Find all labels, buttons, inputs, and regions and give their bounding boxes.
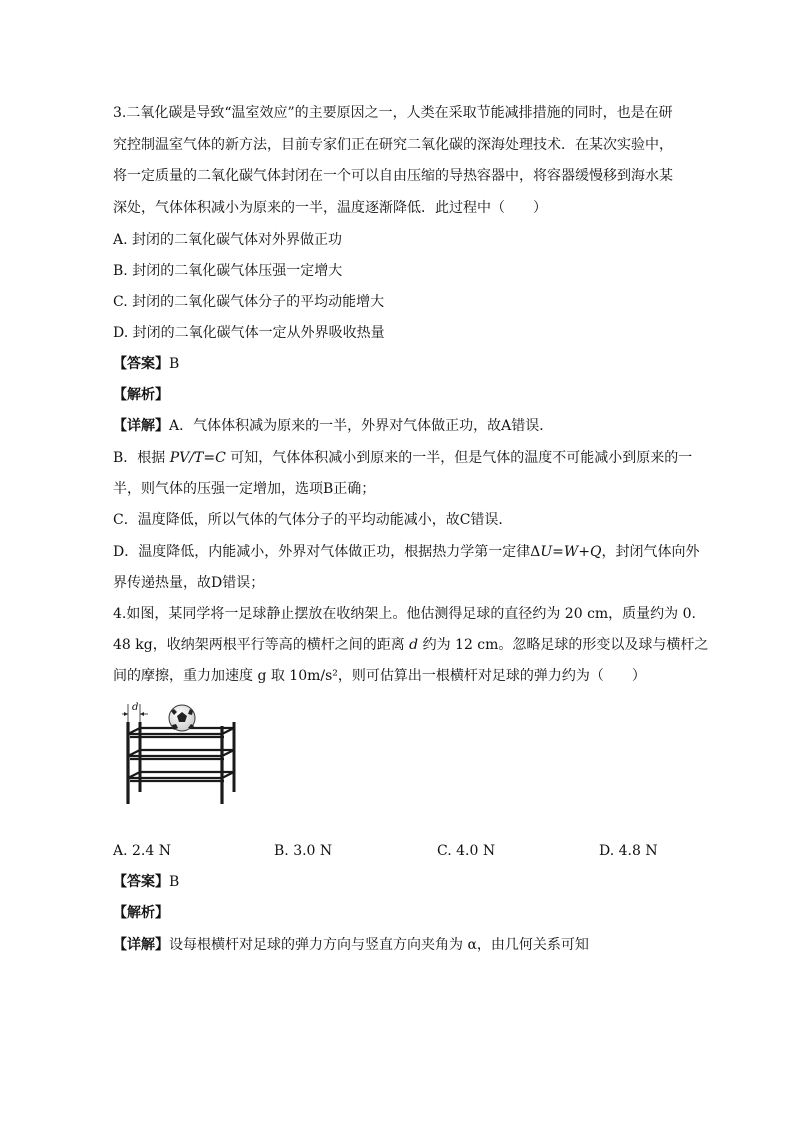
q3-option-c: C. 封闭的二氧化碳气体分子的平均动能增大 [113,294,385,310]
dimension-label: d [132,702,139,713]
q4-option-c: C. 4.0 N [437,843,496,859]
q3-detail-b-formula: PV/T=C [169,450,226,466]
q3-detail-label: 【详解】 [113,418,169,434]
q4-answer-value: B [169,874,180,890]
q4-stem-line-2-pre: 48 kg，收纳架两根平行等高的横杆之间的距离 [113,637,405,653]
q3-answer [113,354,179,374]
q3-option-b: B. 封闭的二氧化碳气体压强一定增大 [113,263,343,279]
q4-stem-line-3: 间的摩擦，重力加速度 g 取 10m/s²，则可估算出一根横杆对足球的弹力约为（ ） [113,668,646,684]
q3-detail-b-line-2: 半，则气体的压强一定增加，选项B正确； [113,481,376,497]
q3-stem-line-2: 究控制温室气体的新方法，目前专家们正在研究二氧化碳的深海处理技术．在某次实验中， [113,137,673,153]
q3-detail-d-formula: U=W+Q [540,544,602,560]
q4-option-b: B. 3.0 N [274,843,333,859]
q4-stem-line-2 [113,635,708,655]
q3-detail-d-pre: D．温度降低，内能减小，外界对气体做正功，根据热力学第一定律Δ [113,544,541,560]
q3-detail-d-post: ，封闭气体向外 [601,544,700,560]
rack-figure [116,700,246,810]
q4-option-a: A. 2.4 N [113,843,171,859]
q3-answer-value: B [169,356,180,372]
q3-detail-d-line-1 [113,542,699,562]
q3-detail-c: C．温度降低，所以气体的气体分子的平均动能减小，故C错误． [113,512,513,528]
q3-detail-d-line-2: 界传递热量，故D错误； [113,575,265,591]
q4-option-d: D. 4.8 N [599,843,658,859]
q3-stem-line-3: 将一定质量的二氧化碳气体封闭在一个可以自由压缩的导热容器中，将容器缓慢移到海水某 [113,168,673,184]
q3-stem-line-1: 3.二氧化碳是导致“温室效应”的主要原因之一，人类在采取节能减排措施的同时，也是在研 [113,105,673,121]
q4-answer-label: 【答案】 [113,874,169,890]
q4-detail-label: 【详解】 [113,937,169,953]
q3-detail-a-text: A．气体体积减为原来的一半，外界对气体做正功，故A错误． [169,418,554,434]
q3-answer-label: 【答案】 [113,356,169,372]
q3-detail-a [113,416,553,436]
rack-shelves [128,728,234,781]
football-icon [169,705,195,731]
q4-stem-variable-d: d [409,637,419,653]
q3-option-a: A. 封闭的二氧化碳气体对外界做正功 [113,232,343,248]
q3-analysis-label: 【解析】 [113,387,169,403]
q4-stem-line-2-post: 约为 12 cm。忽略足球的形变以及球与横杆之 [422,637,709,653]
q4-answer [113,872,179,892]
q4-analysis-label: 【解析】 [113,905,169,921]
q3-detail-b-pre: B．根据 [113,450,166,466]
q4-stem-line-1: 4.如图，某同学将一足球静止摆放在收纳架上。他估测得足球的直径约为 20 cm，质量约为 0. [113,606,696,622]
q4-detail [113,935,589,955]
q3-option-d: D. 封闭的二氧化碳气体一定从外界吸收热量 [113,325,385,341]
q3-detail-b-post: 可知，气体体积减小到原来的一半，但是气体的温度不可能减小到原来的一 [230,450,693,466]
q4-detail-text: 设每根横杆对足球的弹力方向与竖直方向夹角为 α，由几何关系可知 [169,937,589,953]
q3-stem-line-4: 深处，气体体积减小为原来的一半，温度逐渐降低．此过程中（ ） [113,200,547,216]
q3-detail-b-line-1 [113,448,692,468]
